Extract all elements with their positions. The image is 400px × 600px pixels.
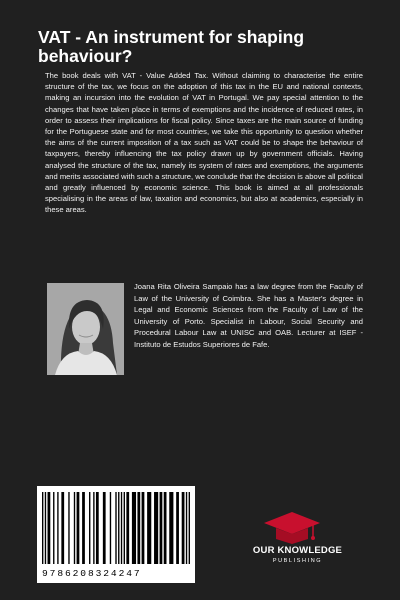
barcode-bar — [96, 492, 99, 564]
author-bio: Joana Rita Oliveira Sampaio has a law degree from the Faculty of Law of the University of Coimbra. She has a Master's degree in Legal and Economic Sciences from the Faculty of Law of the University of Porto. Specialist in Labour, Social Security and Procedural Labour Law at UNISC and OAB. Lecturer at ISEF - Instituto de Estudos Superiores de Fafe. — [134, 282, 363, 349]
barcode-bar — [137, 492, 140, 564]
barcode-bar — [176, 492, 179, 564]
barcode-bar — [121, 492, 122, 564]
barcode-bar — [132, 492, 136, 564]
barcode-bar — [160, 492, 163, 564]
author-portrait-icon — [47, 283, 124, 375]
barcode-bar — [142, 492, 145, 564]
barcode-bar — [57, 492, 58, 564]
barcode-bar — [169, 492, 173, 564]
barcode-bar — [115, 492, 116, 564]
barcode-bar — [147, 492, 151, 564]
barcode — [37, 486, 195, 583]
barcode-bars — [42, 492, 190, 564]
barcode-bar — [189, 492, 190, 564]
barcode-number: 9786208324247 — [42, 568, 142, 579]
barcode-bar — [126, 492, 129, 564]
barcode-bar — [68, 492, 69, 564]
publisher-subtitle: PUBLISHING — [272, 558, 323, 564]
barcode-bar — [110, 492, 111, 564]
barcode-bar — [154, 492, 158, 564]
barcode-bar — [93, 492, 94, 564]
graduation-cap-icon — [262, 510, 322, 546]
barcode-bar — [48, 492, 51, 564]
barcode-bar — [182, 492, 185, 564]
barcode-bar — [42, 492, 43, 564]
book-description: The book deals with VAT - Value Added Tax. Without claiming to characterise the entire structure of the tax, we focus on the adoption of this tax in the EU and national contexts, making an incursion into the evolution of VAT in Portugal. We pay special attention to the changes that have taken place in terms of exemptions and the incidence of reduced rates, in order to assess their implications for fiscal policy. Since taxes are the main source of funding for the Portuguese state and for most countries, we take this opportunity to question whether the aims of the current imposition of a tax such as VAT could be to shape the behaviour of taxpayers, thereby influencing the tax policy drawn up by government officials. Having analysed the structure of the tax, namely its system of rates and exemptions, the arguments and merits associated with such a structure, we conclude that the decision is above all political and greatly influenced by economic science. This book is aimed at all professionals specialising in the areas of law, taxation and economics, but also at academics, especially in these areas. — [45, 71, 363, 215]
barcode-bar — [103, 492, 106, 564]
barcode-bar — [124, 492, 125, 564]
barcode-bar — [89, 492, 90, 564]
barcode-bar — [186, 492, 187, 564]
barcode-bar — [53, 492, 54, 564]
barcode-bar — [82, 492, 85, 564]
book-title: VAT - An instrument for shaping behaviour? — [38, 27, 305, 66]
barcode-bar — [118, 492, 119, 564]
barcode-bar — [74, 492, 75, 564]
barcode-bar — [61, 492, 64, 564]
barcode-bar — [45, 492, 46, 564]
barcode-bar — [164, 492, 167, 564]
barcode-bar — [77, 492, 80, 564]
author-photo — [47, 283, 124, 375]
publisher-name: OUR KNOWLEDGE — [252, 545, 343, 556]
